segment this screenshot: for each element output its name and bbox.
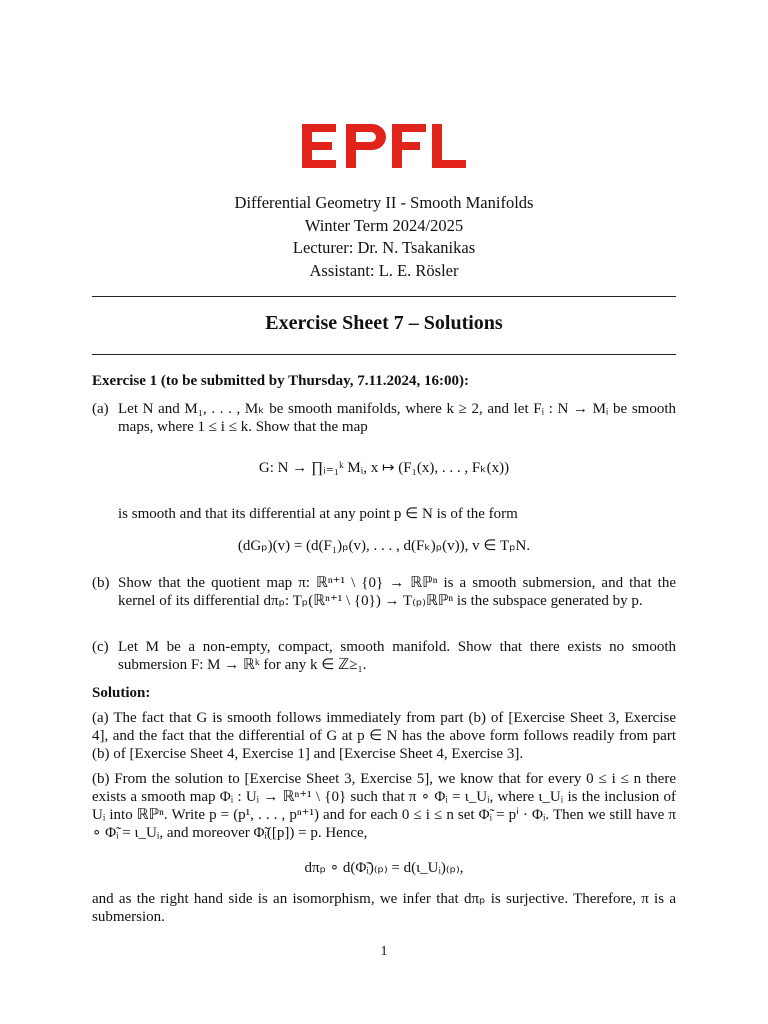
sheet-title: Exercise Sheet 7 – Solutions [265,312,503,334]
solution-part-b: (b) From the solution to [Exercise Sheet 3, Exercise 5], we know that for every 0 ≤ i ≤ n there exists a smooth map Φᵢ : Uᵢ → ℝⁿ⁺¹ \ {0} such that π ∘ Φᵢ = ι_Uᵢ, where ι_Uᵢ is the inclusion of Uᵢ into ℝℙⁿ. Write p = (p¹, . . . , pⁿ⁺¹) and for each 0 ≤ i ≤ n set Φ̃ᵢ = pⁱ · Φᵢ. Then we still have π ∘ Φ̃ᵢ = ι_Uᵢ, and moreover Φ̃ᵢ([p]) = p. Hence, [92,771,676,841]
map-formula: G: N → ∏ᵢ₌₁ᵏ Mᵢ, x ↦ (F₁(x), . . . , Fₖ(x)) [258,460,510,476]
part-b-text: Show that the quotient map π: ℝⁿ⁺¹ \ {0} → ℝℙⁿ is a smooth submersion, and that the kernel of its differential dπₚ: Tₚ(ℝⁿ⁺¹ \ {0}) → T₍ₚ₎ℝℙⁿ is the subspace generated by p. [118,575,676,609]
exercise-part-a [92,400,676,440]
exercise-part-c [92,638,676,674]
solution-conclusion: and as the right hand side is an isomorphism, we infer that dπₚ is surjective. Therefore, π is a submersion. [92,891,676,925]
part-a-label: (a) [92,401,109,417]
part-b-label: (b) [92,575,110,591]
exercise-part-b [92,574,676,628]
course-header [0,192,768,282]
top-rule [92,296,676,297]
part-c-label: (c) [92,639,109,655]
page-number: 1 [380,944,388,959]
epfl-logo [302,124,466,168]
differential-formula: (dGₚ)(v) = (d(F₁)ₚ(v), . . . , d(Fₖ)ₚ(v)), v ∈ TₚN. [237,538,531,554]
part-c-text: Let M be a non-empty, compact, smooth manifold. Show that there exists no smooth submersion F: M → ℝᵏ for any k ∈ ℤ≥₁. [118,639,676,673]
exercise-heading: Exercise 1 (to be submitted by Thursday, 7.11.2024, 16:00): [92,373,469,389]
assistant: Assistant: L. E. Rösler [309,260,459,280]
part-a-text: Let N and M₁, . . . , Mₖ be smooth manifolds, where k ≥ 2, and let Fᵢ : N → Mᵢ be smooth maps, where 1 ≤ i ≤ k. Show that the map [118,401,676,435]
solution-heading: Solution: [92,685,151,701]
part-a-text-2: is smooth and that its differential at any point p ∈ N is of the form [118,506,518,522]
bottom-rule [92,354,676,355]
lecturer: Lecturer: Dr. N. Tsakanikas [292,238,476,257]
solution-equation: dπₚ ∘ d(Φ̃ᵢ)₍ₚ₎ = d(ι_Uᵢ)₍ₚ₎, [304,860,464,876]
solution-part-a: (a) The fact that G is smooth follows immediately from part (b) of [Exercise Sheet 3, Exercise 4], and the fact that the differential of G at p ∈ N has the above form follows readily from part (b) of [Exercise Sheet 4, Exercise 1] and [Exercise Sheet 4, Exercise 3]. [92,710,676,762]
term: Winter Term 2024/2025 [304,215,464,235]
course-name: Differential Geometry II - Smooth Manifolds [234,193,534,212]
